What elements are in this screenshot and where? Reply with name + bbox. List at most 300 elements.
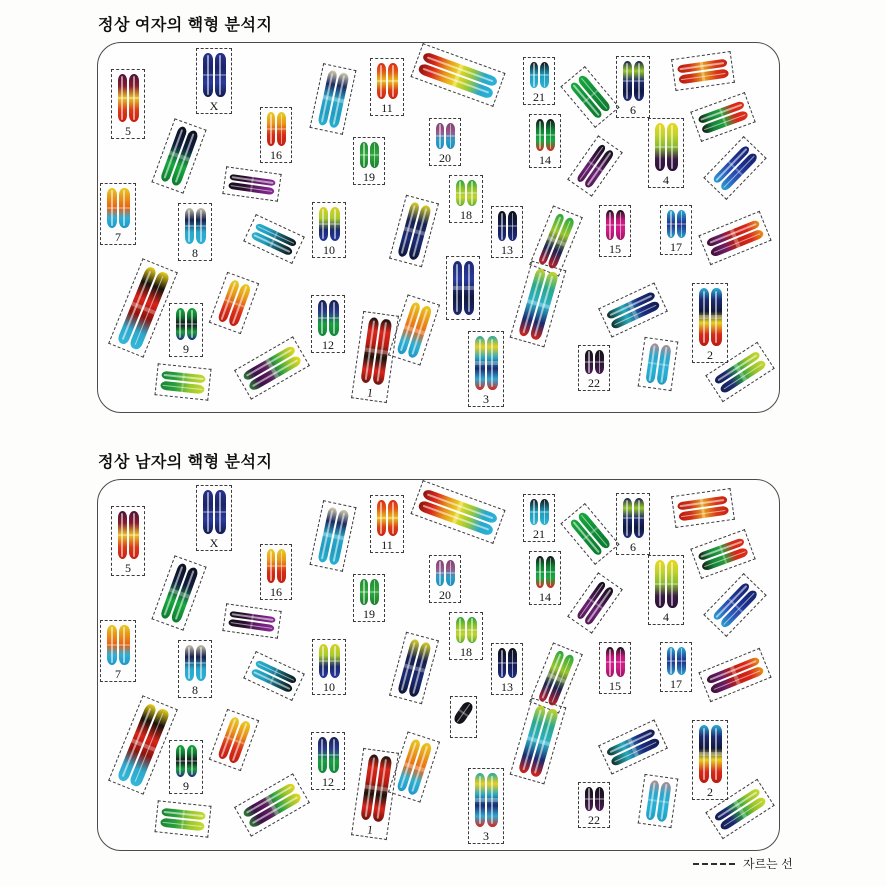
chromosome-label: 10 <box>323 243 335 257</box>
chromosome-box <box>703 573 766 637</box>
chromosome <box>705 219 764 258</box>
chromosome-label: 14 <box>539 590 551 604</box>
chromosome <box>453 261 474 315</box>
chromosome-label: 22 <box>588 376 600 390</box>
chromosome <box>185 645 206 681</box>
chromosome-box <box>108 695 178 795</box>
chromatid <box>370 142 379 168</box>
chromosome-box-4 <box>648 118 684 188</box>
chromosome <box>605 727 660 766</box>
chromatid <box>623 61 633 101</box>
chromosome-box-10 <box>312 639 346 695</box>
chromosome <box>711 581 758 629</box>
chromosome-box-11 <box>370 495 404 553</box>
chromosome <box>456 180 477 206</box>
chromosome-box <box>389 632 439 705</box>
chromosome <box>203 490 226 534</box>
chromosome-box-9 <box>169 303 203 357</box>
chromosome <box>436 560 455 586</box>
chromosome-box <box>388 294 440 365</box>
chromosome <box>360 754 392 823</box>
chromosome-box <box>154 363 211 400</box>
chromosome-label: 20 <box>439 588 451 602</box>
chromatid <box>585 787 594 811</box>
chromosome-box <box>598 282 668 337</box>
chromosome-box <box>698 648 771 702</box>
chromosome-box <box>234 773 310 836</box>
chromosome <box>645 343 671 386</box>
chromosome <box>585 787 604 811</box>
chromosome <box>456 617 477 643</box>
chromatid <box>546 119 555 151</box>
chromatid <box>699 725 710 783</box>
chromosome-box-16 <box>260 544 292 600</box>
chromosome-box-6 <box>616 56 650 118</box>
chromosome <box>452 700 475 726</box>
chromosome <box>436 123 455 149</box>
chromosome-label: 19 <box>363 607 375 621</box>
chromosome-box <box>638 774 679 828</box>
chromatid <box>267 549 276 583</box>
chromatid <box>176 308 186 340</box>
chromatid <box>119 188 130 228</box>
chromatid <box>711 288 722 346</box>
chromosome-box <box>638 337 679 391</box>
chromatid <box>446 560 455 586</box>
chromosome-box <box>410 43 505 107</box>
chromosome <box>699 288 722 346</box>
chromosome-box-5 <box>111 506 145 576</box>
chromatid <box>187 308 197 340</box>
chromosome <box>530 62 549 88</box>
chromosome-label: 20 <box>439 151 451 165</box>
chromatid <box>129 74 139 122</box>
chromosome-box-22 <box>578 345 610 391</box>
chromosome-box-19 <box>353 137 385 185</box>
chromosome-box-8 <box>178 203 212 261</box>
chromosome-label: 11 <box>381 538 393 552</box>
chromosome-box <box>567 572 623 633</box>
chromosome-box-3 <box>468 331 504 407</box>
chromosome <box>116 265 170 350</box>
chromosome-label: 18 <box>460 208 472 222</box>
chromosome-label: 15 <box>609 242 621 256</box>
chromosome-label: 22 <box>588 813 600 827</box>
chromosome-label: 10 <box>323 680 335 694</box>
chromatid <box>508 211 517 241</box>
chromosome-box <box>222 603 281 639</box>
chromosome-box-18 <box>449 612 483 660</box>
chromosome-box-X <box>196 485 232 551</box>
chromosome <box>317 69 349 128</box>
chromosome <box>517 267 558 341</box>
chromatid <box>453 261 463 315</box>
chromosome <box>360 317 392 386</box>
cutting-line-dash-sample <box>693 863 735 865</box>
chromosome <box>360 142 379 168</box>
chromosome-label: 2 <box>707 348 713 362</box>
chromosome-label: 6 <box>630 540 636 554</box>
chromosome-box-10 <box>312 202 346 258</box>
chromosome <box>318 300 339 336</box>
chromatid <box>530 62 539 88</box>
chromosome-box-5 <box>111 69 145 139</box>
chromosome-label: 9 <box>183 342 189 356</box>
chromosome-label: 3 <box>483 829 489 843</box>
chromatid <box>595 787 604 811</box>
chromosome <box>118 511 139 559</box>
chromosome-box-1 <box>351 311 399 403</box>
chromosome-label: 1 <box>366 385 374 400</box>
chromosome <box>667 210 686 238</box>
chromosome-box <box>671 51 735 91</box>
chromosome <box>116 702 170 787</box>
chromatid <box>203 53 214 97</box>
chromatid <box>329 737 339 773</box>
chromosome <box>250 222 297 256</box>
chromosome-label: 3 <box>483 392 489 406</box>
chromatid <box>667 123 678 171</box>
chromosome <box>667 647 686 675</box>
chromatid <box>634 61 644 101</box>
chromosome-box-18 <box>449 175 483 223</box>
chromosome <box>319 644 340 678</box>
chromatid <box>107 188 118 228</box>
chromosome <box>655 560 678 608</box>
chromatid <box>498 211 507 241</box>
chromosome-label: 5 <box>125 124 131 138</box>
chromosome-label: 8 <box>192 683 198 697</box>
chromosome-box <box>388 731 440 802</box>
chromosome-box <box>410 480 505 544</box>
female-karyotype-panel <box>97 42 780 413</box>
chromatid <box>536 556 545 588</box>
chromosome-box <box>510 261 567 348</box>
chromatid <box>536 119 545 151</box>
chromosome-label: 7 <box>115 230 121 244</box>
chromosome <box>606 647 625 677</box>
chromosome-label: 18 <box>460 645 472 659</box>
chromosome-label: 8 <box>192 246 198 260</box>
chromatid <box>655 123 666 171</box>
chromosome-box <box>560 66 619 128</box>
chromosome-label: 6 <box>630 103 636 117</box>
chromatid <box>508 648 517 678</box>
chromosome-box <box>209 709 259 771</box>
chromosome-box <box>690 529 755 579</box>
chromatid <box>487 336 498 390</box>
chromosome-box-13 <box>491 206 523 258</box>
chromosome <box>377 500 398 536</box>
chromosome-box <box>560 503 619 565</box>
chromosome-label: 15 <box>609 679 621 693</box>
male-karyotype-panel <box>97 479 780 851</box>
chromosome-box-14 <box>529 551 561 605</box>
chromatid <box>655 560 666 608</box>
chromosome-box-21 <box>523 57 555 105</box>
chromatid <box>370 579 379 605</box>
chromosome <box>585 350 604 374</box>
chromosome-box-9 <box>169 740 203 794</box>
chromatid <box>540 499 549 525</box>
chromosome-label: 12 <box>322 775 334 789</box>
chromatid <box>377 500 387 536</box>
chromosome <box>623 498 644 538</box>
chromosome <box>160 807 206 830</box>
chromosome <box>530 499 549 525</box>
chromatid <box>677 647 686 675</box>
chromosome <box>319 207 340 241</box>
chromosome <box>569 511 612 557</box>
chromosome-box-12 <box>311 295 345 353</box>
chromosome <box>655 123 678 171</box>
chromosome <box>176 308 197 340</box>
chromosome-label: 16 <box>270 148 282 162</box>
chromatid <box>118 511 128 559</box>
chromosome <box>397 638 432 698</box>
chromatid <box>606 647 615 677</box>
chromatid <box>452 700 475 726</box>
chromatid <box>475 336 486 390</box>
chromosome-label: 1 <box>366 822 374 837</box>
chromatid <box>667 647 676 675</box>
chromosome-box-13 <box>491 643 523 695</box>
chromosome <box>697 100 749 134</box>
chromosome <box>317 506 349 565</box>
chromatid <box>329 300 339 336</box>
chromatid <box>616 647 625 677</box>
chromatid <box>623 498 633 538</box>
chromosome-box <box>450 696 477 738</box>
chromosome <box>396 301 433 359</box>
chromatid <box>677 210 686 238</box>
chromosome-label: X <box>209 536 219 550</box>
chromosome <box>360 579 379 605</box>
chromosome-box <box>243 214 305 264</box>
chromosome <box>107 625 130 665</box>
chromosome <box>417 488 498 536</box>
chromosome <box>699 725 722 783</box>
chromatid <box>530 499 539 525</box>
chromosome-box <box>243 651 305 701</box>
chromosome <box>159 125 199 187</box>
chromosome-box <box>234 336 310 399</box>
chromosome-box <box>510 698 567 785</box>
chromosome-box-X <box>196 48 232 114</box>
chromosome-label: 5 <box>125 561 131 575</box>
chromosome <box>267 549 286 583</box>
chromosome <box>705 656 764 695</box>
chromosome-box-6 <box>616 493 650 555</box>
chromosome-box-16 <box>260 107 292 163</box>
chromosome-box-17 <box>660 205 692 255</box>
chromosome-label: X <box>209 99 219 113</box>
chromosome <box>377 63 398 99</box>
chromatid <box>129 511 139 559</box>
chromatid <box>176 745 186 777</box>
chromosome <box>318 737 339 773</box>
chromosome-box <box>151 118 206 194</box>
chromatid <box>277 549 286 583</box>
chromosome-box-2 <box>692 720 728 800</box>
chromosome-box-20 <box>429 118 461 166</box>
chromosome-box <box>671 488 735 528</box>
chromatid <box>456 180 466 206</box>
chromatid <box>467 617 477 643</box>
chromatid <box>360 579 369 605</box>
chromosome-label: 12 <box>322 338 334 352</box>
chromosome <box>517 704 558 778</box>
chromatid <box>667 560 678 608</box>
female-panel-title: 정상 여자의 핵형 분석지 <box>98 17 273 34</box>
chromosome <box>217 716 252 765</box>
chromosome-box <box>446 256 480 320</box>
chromosome-label: 7 <box>115 667 121 681</box>
chromatid <box>203 490 214 534</box>
chromosome <box>498 211 517 241</box>
chromatid <box>267 112 276 146</box>
chromosome-box-8 <box>178 640 212 698</box>
chromosome-box <box>703 136 766 200</box>
chromosome-box <box>310 500 357 572</box>
chromatid <box>318 737 328 773</box>
chromosome <box>176 745 197 777</box>
chromosome-box <box>209 272 259 334</box>
chromosome-box-3 <box>468 768 504 844</box>
chromosome-label: 9 <box>183 779 189 793</box>
chromatid <box>185 208 195 244</box>
chromosome-box-7 <box>100 183 136 245</box>
chromosome <box>475 336 498 390</box>
chromatid <box>699 288 710 346</box>
legend-label: 자르는 선 <box>743 857 793 871</box>
chromosome-label: 4 <box>663 610 669 624</box>
chromatid <box>388 500 398 536</box>
chromatid <box>436 123 445 149</box>
chromosome-box-17 <box>660 642 692 692</box>
chromosome-box-1 <box>351 748 399 840</box>
chromatid <box>595 350 604 374</box>
chromosome <box>575 580 614 626</box>
chromatid <box>616 210 625 240</box>
chromosome <box>537 649 575 706</box>
chromatid <box>634 498 644 538</box>
chromatid <box>498 648 507 678</box>
chromosome-box <box>222 166 281 202</box>
chromatid <box>215 53 226 97</box>
chromosome <box>677 58 729 84</box>
chromosome <box>569 74 612 120</box>
chromosome-box-22 <box>578 782 610 828</box>
chromatid <box>119 625 130 665</box>
chromosome-label: 17 <box>670 240 682 254</box>
chromatid <box>360 142 369 168</box>
chromatid <box>606 210 615 240</box>
chromosome-box <box>389 195 439 268</box>
chromosome <box>623 61 644 101</box>
chromosome-label: 11 <box>381 101 393 115</box>
chromosome <box>575 143 614 189</box>
chromosome-box-20 <box>429 555 461 603</box>
chromosome <box>185 208 206 244</box>
chromosome-box <box>108 258 178 358</box>
chromosome-label: 4 <box>663 173 669 187</box>
chromatid <box>467 180 477 206</box>
chromatid <box>196 208 206 244</box>
chromosome-box <box>310 63 357 135</box>
chromosome <box>645 780 671 823</box>
chromatid <box>118 74 128 122</box>
chromosome-box <box>598 719 668 774</box>
chromosome-box <box>567 135 623 196</box>
chromosome <box>159 562 199 624</box>
chromatid <box>330 207 340 241</box>
chromosome-box <box>154 800 211 837</box>
chromosome-box-21 <box>523 494 555 542</box>
chromatid <box>187 745 197 777</box>
chromosome-label: 2 <box>707 785 713 799</box>
chromosome <box>711 144 758 192</box>
chromatid <box>667 210 676 238</box>
chromosome-box <box>698 211 771 265</box>
male-panel-title: 정상 남자의 핵형 분석지 <box>98 454 273 471</box>
chromosome-box-15 <box>599 205 631 257</box>
chromosome-box-11 <box>370 58 404 116</box>
chromosome-label: 13 <box>501 680 513 694</box>
chromosome <box>107 188 130 228</box>
chromosome <box>605 290 660 329</box>
chromatid <box>388 63 398 99</box>
chromatid <box>318 300 328 336</box>
chromosome-label: 21 <box>533 527 545 541</box>
chromatid <box>436 560 445 586</box>
chromosome-box-12 <box>311 732 345 790</box>
chromosome <box>267 112 286 146</box>
chromosome-box-2 <box>692 283 728 363</box>
chromatid <box>215 490 226 534</box>
chromosome-box <box>151 555 206 631</box>
chromatid <box>546 556 555 588</box>
chromosome <box>475 773 498 827</box>
chromatid <box>196 645 206 681</box>
chromosome <box>536 119 555 151</box>
chromatid <box>185 645 195 681</box>
chromosome <box>203 53 226 97</box>
chromosome <box>397 201 432 261</box>
chromosome <box>697 537 749 571</box>
chromosome <box>396 738 433 796</box>
chromosome <box>536 556 555 588</box>
chromatid <box>475 773 486 827</box>
chromosome-box-19 <box>353 574 385 622</box>
chromatid <box>377 63 387 99</box>
chromosome-box-14 <box>529 114 561 168</box>
chromosome <box>417 51 498 99</box>
chromatid <box>540 62 549 88</box>
chromatid <box>464 261 474 315</box>
chromosome-label: 21 <box>533 90 545 104</box>
chromatid <box>319 644 329 678</box>
chromatid <box>446 123 455 149</box>
chromosome-box <box>690 92 755 142</box>
chromatid <box>711 725 722 783</box>
chromosome <box>118 74 139 122</box>
chromosome-label: 13 <box>501 243 513 257</box>
chromosome-label: 17 <box>670 677 682 691</box>
chromosome <box>606 210 625 240</box>
chromatid <box>456 617 466 643</box>
chromatid <box>330 644 340 678</box>
